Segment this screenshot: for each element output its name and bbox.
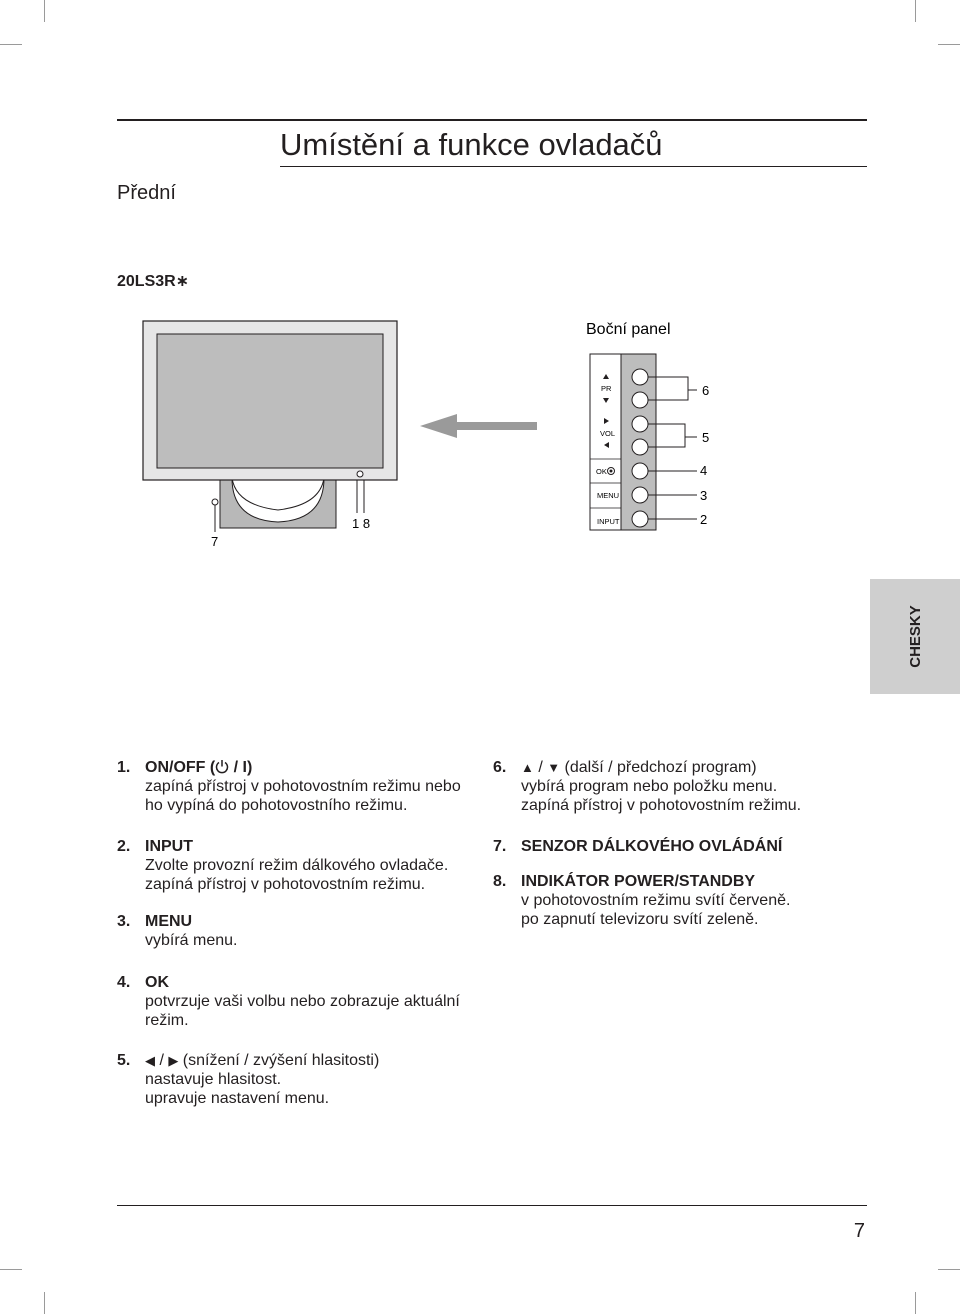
section-title: Přední [117, 182, 176, 204]
panel-button-menu [632, 487, 648, 503]
callout-5: 5 [702, 430, 710, 445]
item-desc-line: nastavuje hlasitost. [145, 1071, 282, 1088]
item-number: 6. [493, 759, 507, 776]
panel-label-menu: MENU [597, 491, 620, 500]
up-triangle-icon: ▲ [521, 760, 534, 775]
item-desc-line: zapíná přístroj v pohotovostním režimu nebo [145, 778, 461, 795]
item-heading: ON/OFF ( / I) [145, 759, 253, 776]
item-heading: MENU [145, 913, 193, 930]
pointer-arrow-icon [420, 414, 537, 438]
item-number: 7. [493, 838, 507, 855]
panel-button-ok [632, 463, 648, 479]
panel-button-pr-up [632, 369, 648, 385]
item-desc-line: upravuje nastavení menu. [145, 1090, 330, 1107]
down-triangle-icon: ▼ [547, 760, 561, 775]
panel-label-input: INPUT [597, 517, 620, 526]
right-triangle-icon: ▶ [168, 1053, 179, 1068]
panel-label-pr: PR [601, 384, 612, 393]
item-number: 5. [117, 1052, 131, 1069]
item-desc-line: v pohotovostním režimu svítí červeně. [521, 892, 791, 909]
item-number: 2. [117, 838, 131, 855]
language-tab [870, 579, 960, 694]
crop-mark [0, 1269, 22, 1270]
crop-mark [938, 44, 960, 45]
item-desc-line: vybírá program nebo položku menu. [521, 778, 778, 795]
item-heading: INDIKÁTOR POWER/STANDBY [521, 873, 756, 890]
callout-1-8: 1 8 [352, 516, 371, 531]
header-rule [117, 119, 867, 121]
item-desc-line: zapíná přístroj v pohotovostním režimu. [521, 797, 802, 814]
item-desc-line: ho vypíná do pohotovostního režimu. [145, 797, 408, 814]
crop-mark [44, 0, 45, 22]
crop-mark [915, 1292, 916, 1314]
panel-label-ok: OK [596, 467, 607, 476]
item-desc-line: režim. [145, 1012, 189, 1029]
remote-sensor-icon [212, 499, 218, 505]
crop-mark [0, 44, 22, 45]
item-desc-line: potvrzuje vaši volbu nebo zobrazuje aktuální [145, 993, 460, 1010]
item-heading: ▲ / ▼ (další / předchozí program) [521, 759, 757, 776]
callout-2: 2 [700, 512, 708, 527]
panel-button-vol-down [632, 439, 648, 455]
item-number: 3. [117, 913, 131, 930]
crop-mark [938, 1269, 960, 1270]
callout-7: 7 [211, 534, 219, 549]
left-triangle-icon: ◀ [145, 1053, 155, 1068]
item-desc-line: zapíná přístroj v pohotovostním režimu. [145, 876, 426, 893]
callout-4: 4 [700, 463, 708, 478]
item-heading: INPUT [145, 838, 193, 855]
panel-button-pr-down [632, 392, 648, 408]
power-icon [215, 759, 229, 774]
panel-button-vol-up [632, 416, 648, 432]
item-desc-line: Zvolte provozní režim dálkového ovladače. [145, 857, 449, 874]
page-number: 7 [853, 1220, 865, 1242]
item-number: 4. [117, 974, 131, 991]
crop-mark [44, 1292, 45, 1314]
page-title: Umístění a funkce ovladačů [280, 127, 663, 162]
tv-diagram [0, 300, 960, 560]
tv-screen [157, 334, 383, 468]
model-name: 20LS3R∗ [117, 273, 190, 290]
callout-6: 6 [702, 383, 710, 398]
item-heading: SENZOR DÁLKOVÉHO OVLÁDÁNÍ [521, 838, 783, 855]
item-desc-line: vybírá menu. [145, 932, 238, 949]
panel-label-vol: VOL [600, 429, 616, 438]
side-panel-title: Boční panel [586, 321, 671, 338]
power-indicator-icon [357, 471, 363, 477]
callout-3: 3 [700, 488, 708, 503]
language-tab-label: CHESKY [906, 605, 924, 668]
crop-mark [915, 0, 916, 22]
footer-rule [117, 1205, 867, 1206]
item-number: 8. [493, 873, 507, 890]
item-heading: ◀ / ▶ (snížení / zvýšení hlasitosti) [145, 1052, 380, 1069]
item-heading: OK [145, 974, 169, 991]
item-number: 1. [117, 759, 131, 776]
panel-button-input [632, 511, 648, 527]
header-rule-bottom [280, 166, 867, 167]
item-desc-line: po zapnutí televizoru svítí zeleně. [521, 911, 759, 928]
side-panel-left [590, 354, 621, 530]
